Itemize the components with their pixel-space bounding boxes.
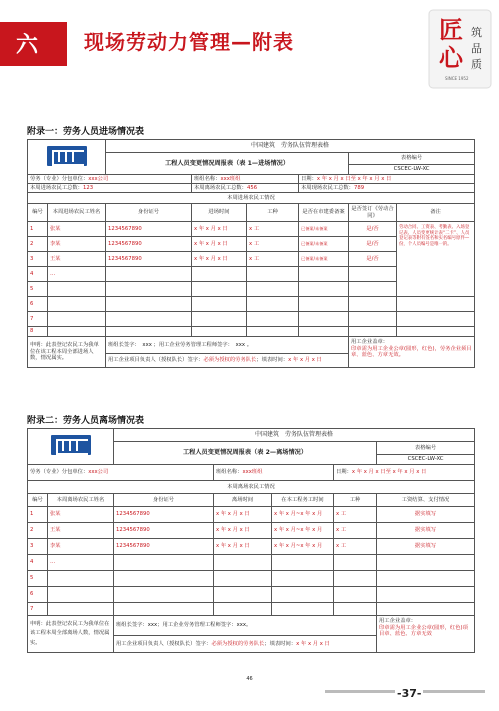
table-row: 6 (28, 587, 475, 603)
subcontractor-cell: 劳务（专业）分包单位：xxx公司 (28, 175, 192, 184)
column-header: 本周进场农民工姓名 (48, 204, 106, 222)
form-no: CSCEC-LW-XC (377, 455, 475, 465)
svg-text:质: 质 (471, 58, 482, 71)
form-title: 工程人员变更情况周报表（表 1—进场情况） (106, 153, 349, 175)
brand-logo (425, 8, 495, 90)
svg-text:心: 心 (439, 43, 463, 72)
table-row: 1 张某 1234567890 x 年 x 月 x 日 x 年 x 月~x 年 x 月 x 工 据实填写 (28, 507, 475, 523)
cscec-logo (51, 435, 91, 455)
form-no-label: 表格编号 (377, 442, 475, 455)
table-row: 4 … (28, 267, 475, 282)
column-header: 在本工程务工时间 (272, 494, 334, 507)
subcontractor-cell: 劳务（专业）分包单位：xxx公司 (28, 465, 214, 481)
table-row: 2 王某 1234567890 x 年 x 月 x 日 x 年 x 月~x 年 x 月 x 工 据实填写 (28, 523, 475, 539)
section-subtitle: 本周进场农民工情况 (28, 193, 475, 204)
company-logo-cell (28, 429, 114, 465)
column-header: 是否签订《劳动合同》 (349, 204, 397, 222)
declaration-cell: 申明：此表登记农民工为我单位在该工程本周全部离场人数，情况属实。 (28, 616, 114, 653)
company-logo-cell (28, 140, 106, 175)
signature-line-2: 用工企业项目负责人（授权队长）签字：必须为授权的劳务队长；填表时间：x 年 x 月 x 日 (114, 636, 377, 653)
table-row: 5 (28, 571, 475, 587)
declaration-cell: 申明：此表登记农民工为我单位在该工程本周全部进场人数，情况属实。 (28, 337, 106, 368)
appendix1-heading: 附录一：劳务人员进场情况表 (27, 127, 145, 137)
appendix2-heading: 附录二：劳务人员离场情况表 (27, 416, 145, 426)
column-header: 编号 (28, 494, 48, 507)
column-header: 备注 (397, 204, 475, 222)
org-name: 中国建筑 劳务队伍管理表格 (106, 140, 475, 153)
page-number: -37- (397, 687, 422, 700)
form-no: CSCEC-LW-XC (349, 165, 475, 175)
section-number-tab (0, 22, 67, 66)
appendix2-table (27, 428, 475, 653)
section-subtitle: 本周离场农民工情况 (28, 481, 475, 494)
section-number: 六 (16, 32, 39, 58)
inner-page-number: 46 (246, 676, 253, 682)
table-row: 5 (28, 282, 475, 297)
table-row: 2 李某 1234567890 x 年 x 月 x 日 x 工 已备案/未备案 是/否 (28, 237, 475, 252)
team-cell: 班组名称：xxx班组 (192, 175, 299, 184)
table-row: 7 (28, 603, 475, 616)
seal-cell: 用工企业盖章： 印章需为用工企业公章(圆形，红色)，劳务企业须目章、蓝色、方章无效。 (349, 337, 475, 368)
svg-text:品: 品 (471, 42, 482, 55)
cscec-logo (47, 146, 87, 166)
column-header: 离场时间 (214, 494, 272, 507)
entry-total-cell: 本周进场农民工总数：123 (28, 184, 192, 193)
form-title: 工程人员变更情况周报表（表 2—离场情况） (114, 442, 377, 465)
seal-cell: 用工企业盖章： 印章需为用工企业公章(圆形，红色)项目章、蓝色、方章无效 (377, 616, 475, 653)
table-row: 3 王某 1234567890 x 年 x 月 x 日 x 工 已备案/未备案 是/否 (28, 252, 475, 267)
svg-text:匠: 匠 (439, 15, 463, 44)
table-row: 3 李某 1234567890 x 年 x 月 x 日 x 年 x 月~x 年 x 月 x 工 据实填写 (28, 539, 475, 555)
page-title: 现场劳动力管理—附表 (84, 30, 294, 54)
site-total-cell: 本周现场农民工总数：789 (299, 184, 475, 193)
column-header: 身份证号 (106, 204, 192, 222)
table-row: 1 张某 1234567890 x 年 x 月 x 日 x 工 已备案/未备案 是/否 劳动合同、工资表、考勤表、入场登记表、人员变更统计表“二卡”、人员登记表等附有签名和实名编号原件—份，个人员编号是唯一的。 (28, 222, 475, 237)
team-cell: 班组名称：xxx班组 (214, 465, 334, 481)
svg-text:筑: 筑 (471, 26, 482, 39)
column-header: 工种 (334, 494, 377, 507)
table-row: 4 … (28, 555, 475, 571)
column-header: 身份证号 (114, 494, 214, 507)
column-header: 工资结算、支付情况 (377, 494, 475, 507)
date-cell: 日期：x 年 x 月 x 日至 x 年 x 月 x 日 (334, 465, 475, 481)
column-header: 工种 (247, 204, 299, 222)
column-header: 本周离场农民工姓名 (48, 494, 114, 507)
column-header: 是否在市建委备案 (299, 204, 349, 222)
column-header: 编号 (28, 204, 48, 222)
leave-total-cell: 本周离场农民工总数：456 (192, 184, 299, 193)
signature-line-2: 用工企业项目负责人（授权队长）签字：必须为授权的劳务队长；填表时间：x 年 x 月 x 日 (106, 354, 349, 368)
org-name: 中国建筑 劳务队伍管理表格 (114, 429, 475, 442)
date-cell: 日期：x 年 x 月 x 日至 x 年 x 月 x 日 (299, 175, 475, 184)
table-row: 7 (28, 312, 475, 327)
remark-cell: 劳动合同、工资表、考勤表、入场登记表、人员变更统计表“二卡”、人员登记表等附有签名和实名编号原件—份，个人员编号是唯一的。 (397, 222, 475, 297)
table-row: 8 (28, 327, 475, 337)
svg-text:SINCE 1952: SINCE 1952 (445, 76, 469, 81)
form-no-label: 表格编号 (349, 153, 475, 165)
column-header: 进场时间 (192, 204, 247, 222)
appendix1-table (27, 139, 475, 368)
table-row: 6 (28, 297, 475, 312)
signature-line-1: 班组长签字： xxx ；用工企业劳务管理工程师签字： xxx 。 (106, 337, 349, 354)
signature-line-1: 班组长签字：xxx；用工企业劳务管理工程师签字：xxx。 (114, 616, 377, 636)
